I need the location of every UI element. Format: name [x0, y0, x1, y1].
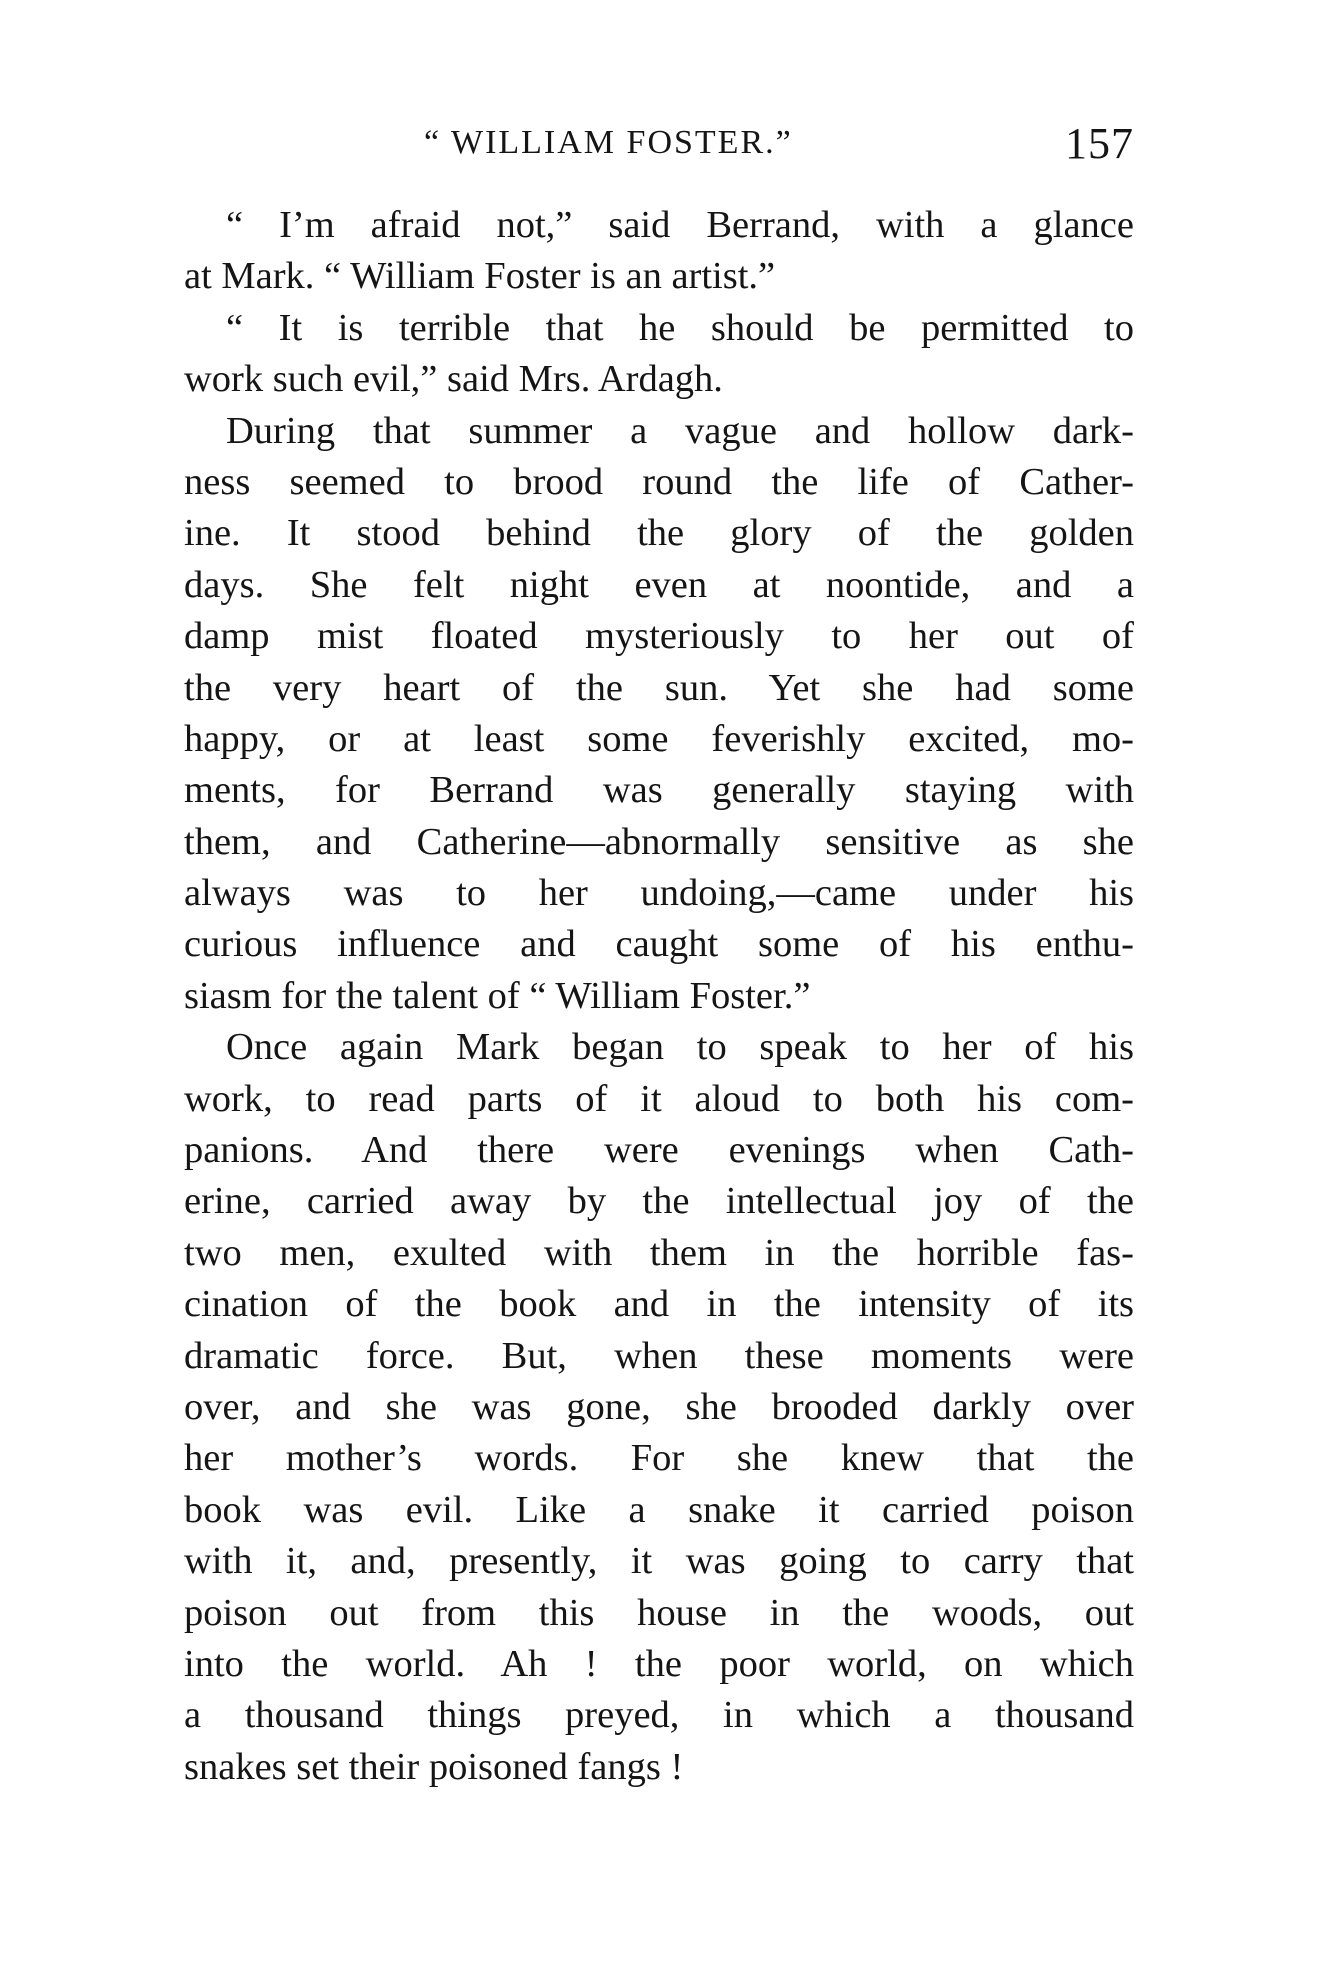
- text-line: ness seemed to brood round the life of Cather-: [184, 460, 1134, 503]
- text-line: her mother’s words. For she knew that the: [184, 1437, 1134, 1480]
- body-text: [184, 200, 1134, 1793]
- paragraph: [184, 1022, 1134, 1793]
- text-line: work such evil,” said Mrs. Ardagh.: [184, 358, 723, 401]
- text-line: poison out from this house in the woods, out: [184, 1591, 1134, 1634]
- text-line: “ It is terrible that he should be permitted to: [226, 306, 1134, 349]
- text-line: happy, or at least some feverishly excited, mo-: [184, 717, 1134, 760]
- text-line: into the world. Ah ! the poor world, on which: [184, 1642, 1134, 1685]
- text-line: days. She felt night even at noontide, and a: [184, 563, 1134, 606]
- text-line: book was evil. Like a snake it carried poison: [184, 1488, 1134, 1531]
- paragraph: [184, 303, 1134, 406]
- text-line: ine. It stood behind the glory of the golden: [184, 512, 1134, 555]
- text-line: siasm for the talent of “ William Foster.”: [184, 974, 811, 1017]
- text-line: them, and Catherine—abnormally sensitive as she: [184, 820, 1134, 863]
- paragraph: [184, 406, 1134, 1023]
- text-line: “ I’m afraid not,” said Berrand, with a glance: [226, 204, 1134, 246]
- page-number: 157: [1065, 119, 1134, 168]
- text-line: the very heart of the sun. Yet she had some: [184, 666, 1134, 709]
- running-title: “ WILLIAM FOSTER.”: [424, 124, 793, 161]
- text-line: dramatic force. But, when these moments were: [184, 1334, 1134, 1377]
- text-line: with it, and, presently, it was going to carry that: [184, 1540, 1134, 1583]
- text-line: panions. And there were evenings when Cath-: [184, 1129, 1134, 1172]
- page-header: [184, 118, 1134, 178]
- text-line: During that summer a vague and hollow dark-: [226, 409, 1134, 452]
- text-line: damp mist floated mysteriously to her out of: [184, 615, 1134, 658]
- text-line: Once again Mark began to speak to her of his: [226, 1026, 1134, 1069]
- paragraph: [184, 200, 1134, 303]
- text-line: cination of the book and in the intensity of its: [184, 1283, 1134, 1326]
- text-line: ments, for Berrand was generally staying with: [184, 769, 1134, 812]
- text-line: always was to her undoing,—came under his: [184, 872, 1134, 915]
- text-line: at Mark. “ William Foster is an artist.”: [184, 255, 776, 298]
- text-line: erine, carried away by the intellectual joy of the: [184, 1180, 1134, 1223]
- text-line: curious influence and caught some of his enthu-: [184, 923, 1134, 966]
- text-line: two men, exulted with them in the horrible fas-: [184, 1231, 1134, 1274]
- text-line: snakes set their poisoned fangs !: [184, 1745, 684, 1788]
- text-line: work, to read parts of it aloud to both his com-: [184, 1077, 1134, 1120]
- text-line: a thousand things preyed, in which a thousand: [184, 1694, 1134, 1737]
- text-line: over, and she was gone, she brooded darkly over: [184, 1385, 1134, 1428]
